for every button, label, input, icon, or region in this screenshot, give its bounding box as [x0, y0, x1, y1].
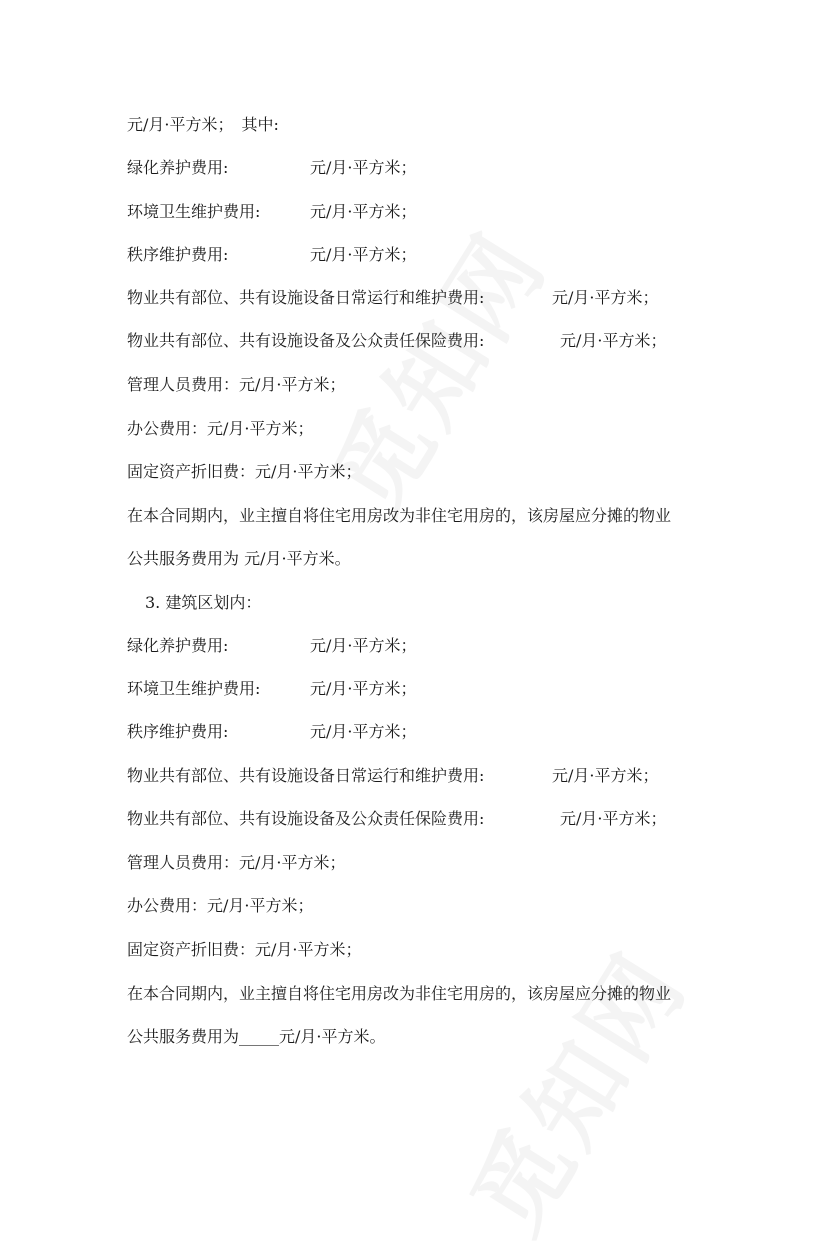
fee-unit: 元/月·平方米； [310, 158, 417, 177]
unit-intro-line: 元/月·平方米； 其中: [127, 115, 279, 134]
sanitation-fee-line [127, 679, 417, 699]
office-fee-line: 办公费用：元/月·平方米； [127, 896, 314, 915]
fee-unit: 元/月·平方米； [310, 679, 417, 698]
fee-label: 环境卫生维护费用: [127, 202, 261, 221]
fee-unit: 元/月·平方米； [552, 766, 659, 785]
fee-unit: 元/月·平方米； [552, 288, 659, 307]
conversion-clause-line-2: 公共服务费用为_____元/月·平方米。 [127, 1027, 386, 1046]
depreciation-fee-line: 固定资产折旧费：元/月·平方米； [127, 940, 362, 959]
depreciation-fee-line: 固定资产折旧费：元/月·平方米； [127, 462, 362, 481]
fee-label: 绿化养护费用: [127, 158, 229, 177]
fee-label: 物业共有部位、共有设施设备及公众责任保险费用: [127, 809, 485, 828]
fee-label: 绿化养护费用: [127, 636, 229, 655]
conversion-clause-line-1: 在本合同期内，业主擅自将住宅用房改为非住宅用房的，该房屋应分摊的物业 [127, 984, 672, 1003]
sanitation-fee-line [127, 202, 417, 222]
fee-unit: 元/月·平方米； [310, 636, 417, 655]
facilities-operation-fee-line [127, 766, 659, 786]
fee-label: 物业共有部位、共有设施设备日常运行和维护费用: [127, 766, 485, 785]
staff-fee-line: 管理人员费用：元/月·平方米； [127, 853, 346, 872]
fee-label: 物业共有部位、共有设施设备及公众责任保险费用: [127, 331, 485, 350]
facilities-operation-fee-line [127, 288, 659, 308]
greening-fee-line [127, 158, 417, 178]
conversion-clause-line-2: 公共服务费用为 元/月·平方米。 [127, 549, 351, 568]
fee-label: 环境卫生维护费用: [127, 679, 261, 698]
order-fee-line [127, 245, 417, 265]
greening-fee-line [127, 636, 417, 656]
insurance-fee-line [127, 331, 667, 351]
fee-label: 秩序维护费用: [127, 722, 229, 741]
order-fee-line [127, 722, 417, 742]
staff-fee-line: 管理人员费用：元/月·平方米； [127, 375, 346, 394]
fee-unit: 元/月·平方米； [560, 331, 667, 350]
fee-label: 秩序维护费用: [127, 245, 229, 264]
office-fee-line: 办公费用：元/月·平方米； [127, 419, 314, 438]
conversion-clause-line-1: 在本合同期内，业主擅自将住宅用房改为非住宅用房的，该房屋应分摊的物业 [127, 506, 672, 525]
fee-label: 物业共有部位、共有设施设备日常运行和维护费用: [127, 288, 485, 307]
section-3-heading: 3. 建筑区划内： [145, 593, 262, 612]
fee-unit: 元/月·平方米； [310, 202, 417, 221]
fee-unit: 元/月·平方米； [560, 809, 667, 828]
fee-unit: 元/月·平方米； [310, 722, 417, 741]
fee-unit: 元/月·平方米； [310, 245, 417, 264]
insurance-fee-line [127, 809, 667, 829]
watermark [434, 922, 712, 1254]
